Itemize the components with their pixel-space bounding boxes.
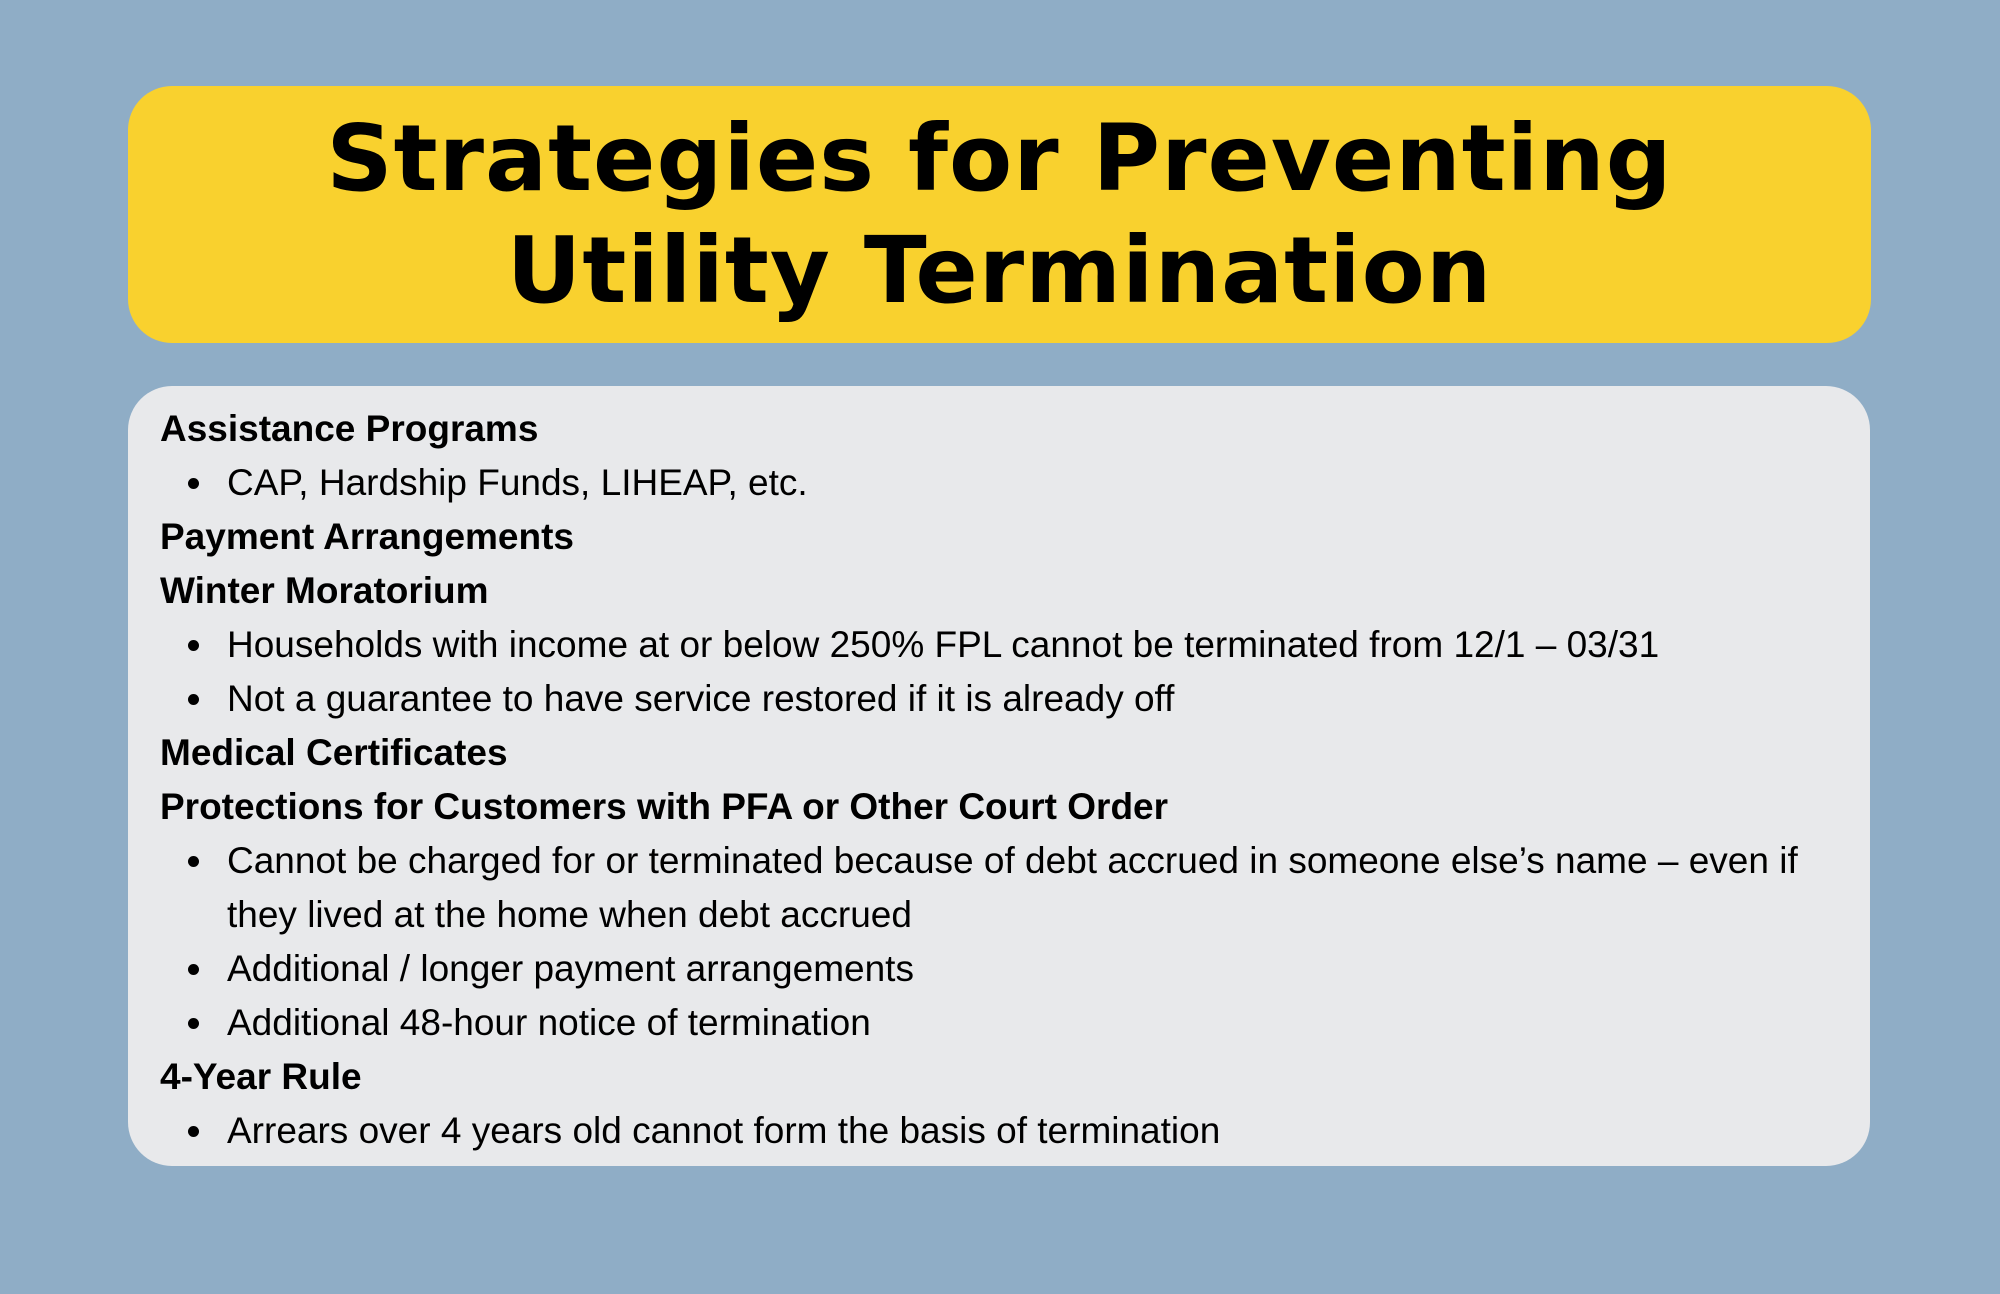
bullet-text: Arrears over 4 years old cannot form the basis of termination <box>227 1110 1221 1151</box>
section-four-year-rule <box>160 1050 1840 1158</box>
bullet-dot-icon <box>188 694 199 705</box>
bullet-dot-icon <box>188 856 199 867</box>
section-winter-moratorium <box>160 564 1840 726</box>
page-title-line-2: Utility Termination <box>506 216 1493 324</box>
bullet-item <box>160 834 1840 942</box>
bullet-list <box>160 1104 1840 1158</box>
bullet-dot-icon <box>188 640 199 651</box>
bullet-text: Households with income at or below 250% FPL cannot be terminated from 12/1 – 03/31 <box>227 624 1660 665</box>
bullet-text: Cannot be charged for or terminated because of debt accrued in someone else’s name – even if they lived at the home when debt accrued <box>227 840 1798 935</box>
bullet-text: CAP, Hardship Funds, LIHEAP, etc. <box>227 462 808 503</box>
bullet-dot-icon <box>188 1018 199 1029</box>
page-title-line-1: Strategies for Preventing <box>326 104 1673 212</box>
bullet-list <box>160 834 1840 1050</box>
page-title <box>326 103 1672 327</box>
bullet-text: Additional / longer payment arrangements <box>227 948 914 989</box>
title-banner <box>128 86 1871 343</box>
bullet-list <box>160 618 1840 726</box>
bullet-dot-icon <box>188 1126 199 1137</box>
bullet-dot-icon <box>188 964 199 975</box>
section-heading: Winter Moratorium <box>160 570 489 611</box>
strategies-panel <box>128 386 1870 1166</box>
bullet-item <box>160 456 1840 510</box>
section-pfa-protections <box>160 780 1840 1050</box>
section-heading: Assistance Programs <box>160 408 539 449</box>
bullet-list <box>160 456 1840 510</box>
bullet-item <box>160 618 1840 672</box>
section-heading: Protections for Customers with PFA or Other Court Order <box>160 786 1169 827</box>
bullet-text: Additional 48-hour notice of termination <box>227 1002 871 1043</box>
bullet-item <box>160 672 1840 726</box>
section-assistance-programs <box>160 402 1840 510</box>
bullet-item <box>160 942 1840 996</box>
section-heading: Medical Certificates <box>160 732 508 773</box>
bullet-text: Not a guarantee to have service restored if it is already off <box>227 678 1175 719</box>
section-heading: Payment Arrangements <box>160 516 574 557</box>
section-heading: 4-Year Rule <box>160 1056 362 1097</box>
bullet-item <box>160 1104 1840 1158</box>
bullet-dot-icon <box>188 478 199 489</box>
bullet-item <box>160 996 1840 1050</box>
section-medical-certificates <box>160 726 1840 780</box>
section-payment-arrangements <box>160 510 1840 564</box>
